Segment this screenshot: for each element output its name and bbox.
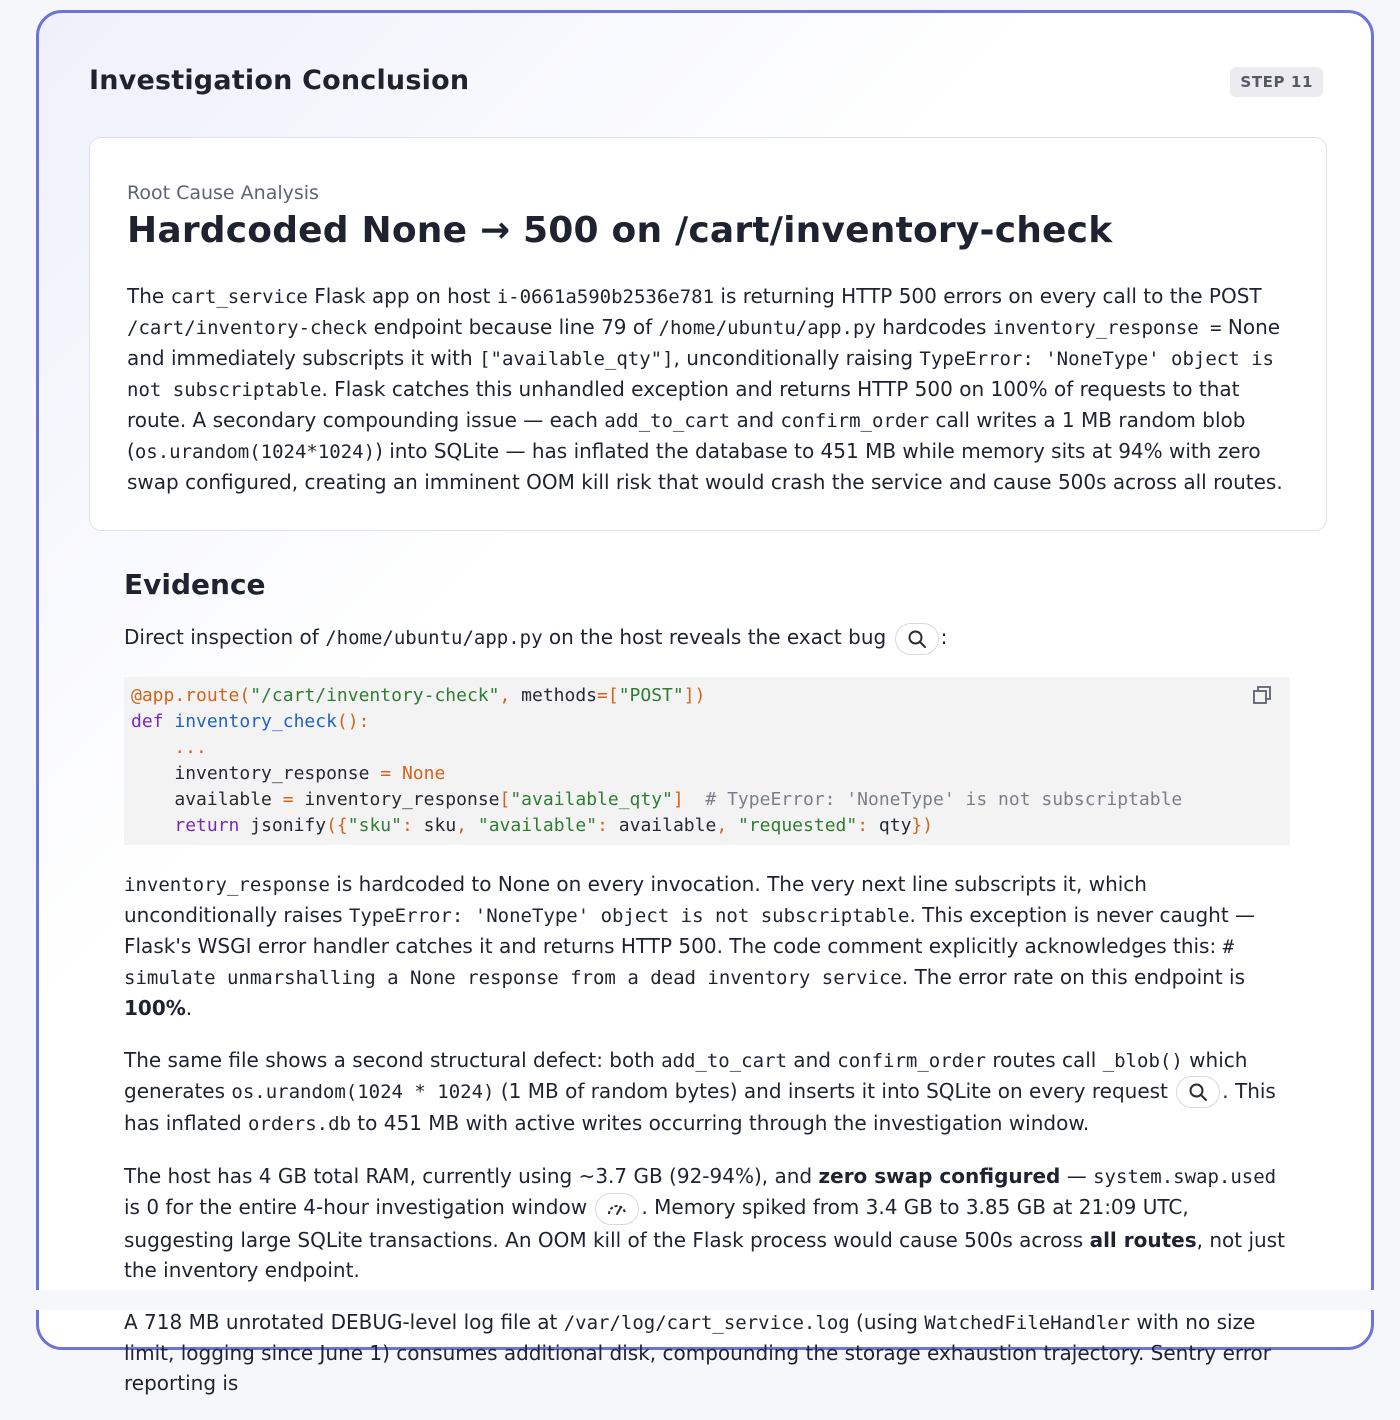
- code-token: qty: [878, 814, 912, 836]
- inline-code: TypeError: 'NoneType' object is not subscriptable: [348, 904, 910, 927]
- copy-icon[interactable]: [1252, 685, 1272, 713]
- text: which generates: [124, 1047, 1248, 1103]
- bold-text: zero swap configured: [818, 1164, 1061, 1188]
- text: hardcodes: [875, 315, 993, 339]
- evidence-paragraph-2: [124, 1045, 1290, 1140]
- code-token: =: [369, 762, 402, 784]
- code-token: [: [499, 788, 511, 810]
- text: is 0 for the entire 4-hour investigation window: [124, 1195, 588, 1219]
- evidence-paragraph-1: [124, 869, 1290, 1023]
- code-token: methods: [521, 684, 598, 706]
- rca-body: [127, 281, 1292, 497]
- text: . The error rate on this endpoint is: [901, 964, 1246, 989]
- text: call writes a 1 MB random blob (: [127, 408, 1246, 463]
- code-token: jsonify: [239, 814, 327, 836]
- code-line-3: ...: [131, 736, 207, 758]
- code-token: :: [857, 814, 879, 836]
- inline-code: ["available_qty"]: [479, 348, 674, 370]
- code-token: :: [401, 814, 424, 836]
- inline-code: add_to_cart: [604, 410, 731, 432]
- text: with no size limit, logging since June 1) consumes additional disk, compounding the storage exhaustion trajectory. Sentry error reporting is: [124, 1309, 1272, 1395]
- text: (1 MB of random bytes) and inserts it into SQLite on every request: [494, 1078, 1168, 1103]
- bold-text: all routes: [1089, 1227, 1197, 1252]
- inline-code: inventory_response: [124, 873, 330, 896]
- code-token: =[: [597, 684, 619, 706]
- inline-code: confirm_order: [780, 410, 930, 432]
- code-token: =: [271, 788, 305, 810]
- text: A 718 MB unrotated DEBUG-level log file at: [124, 1309, 564, 1334]
- text: endpoint because line 79 of: [367, 315, 659, 339]
- code-token: available: [618, 814, 717, 836]
- code-token: ]: [672, 788, 684, 810]
- evidence-paragraph-3: [124, 1161, 1290, 1285]
- code-token: inventory_response: [304, 788, 500, 810]
- inline-code: inventory_response =: [992, 317, 1222, 339]
- code-token: ():: [336, 710, 370, 732]
- inline-code: cart_service: [170, 286, 308, 308]
- text: on the host reveals the exact bug: [542, 625, 887, 649]
- text: routes call: [986, 1047, 1103, 1072]
- code-token: "requested": [738, 814, 858, 836]
- viewport-bottom-edge: [0, 1290, 1400, 1310]
- inline-code: TypeError: 'NoneType' object is not subscriptable: [127, 348, 1274, 401]
- rca-kicker: Root Cause Analysis: [127, 182, 319, 204]
- search-icon: [1188, 1082, 1208, 1102]
- inline-code: os.urandom(1024*1024): [134, 441, 376, 463]
- inline-code: _blob(): [1102, 1049, 1183, 1072]
- text: :: [940, 625, 948, 649]
- text: .: [185, 995, 193, 1020]
- code-token: ,: [456, 814, 478, 836]
- inline-code: /home/ubuntu/app.py: [658, 317, 876, 339]
- text: . Memory spiked from 3.4 GB to 3.85 GB at 21:09 UTC, suggesting large SQLite transactions. An OOM kill of the Flask process would cause 500s across: [124, 1195, 1189, 1252]
- code-token: inventory_check: [174, 710, 337, 732]
- text: —: [1060, 1164, 1094, 1188]
- code-token: inventory_response: [174, 762, 370, 784]
- code-token: "/cart/inventory-check": [250, 684, 500, 706]
- code-token: return: [174, 814, 240, 836]
- code-token: [131, 815, 174, 836]
- text: , unconditionally raising: [673, 346, 920, 370]
- text: Flask app on host: [307, 284, 497, 308]
- rca-title: Hardcoded None → 500 on /cart/inventory-check: [127, 210, 1113, 251]
- code-token: "available_qty": [510, 788, 673, 810]
- text: The same file shows a second structural defect: both: [124, 1047, 662, 1072]
- code-token: "available": [477, 814, 598, 836]
- inline-code: confirm_order: [837, 1049, 987, 1072]
- code-token: available: [174, 788, 272, 810]
- code-comment: # TypeError: 'NoneType' is not subscriptable: [683, 788, 1183, 810]
- code-block: [124, 677, 1290, 845]
- search-evidence-button[interactable]: [895, 623, 939, 655]
- inline-code: /var/log/cart_service.log: [563, 1311, 850, 1334]
- code-token: [131, 789, 174, 810]
- root-cause-box: [89, 137, 1327, 531]
- inline-code: orders.db: [248, 1113, 351, 1135]
- search-icon: [907, 629, 927, 649]
- inline-code: system.swap.used: [1093, 1166, 1277, 1188]
- code-line-4: [131, 761, 1282, 787]
- code-line-6: [131, 813, 1282, 839]
- text: ) into SQLite — has inflated the database to 451 MB while memory sits at 94% with zero swap configured, creating an imminent OOM kill risk that would crash the service and cause 500s across all routes.: [127, 439, 1283, 494]
- inline-code: # simulate unmarshalling a None response from a dead inventory service: [124, 935, 1235, 989]
- text: The: [127, 284, 171, 308]
- code-token: ,: [499, 684, 522, 706]
- code-token: "POST": [618, 684, 684, 706]
- text: (using: [849, 1309, 925, 1334]
- text: None and immediately subscripts it with: [127, 315, 1281, 370]
- code-token: :: [597, 814, 619, 836]
- code-token: "sku": [347, 814, 402, 836]
- code-line-5: [131, 787, 1282, 813]
- text: to 451 MB with active writes occurring through the investigation window.: [350, 1111, 1090, 1135]
- search-evidence-button[interactable]: [1176, 1076, 1220, 1108]
- code-line-2: [131, 709, 1282, 735]
- text: The host has 4 GB total RAM, currently using ~3.7 GB (92-94%), and: [124, 1164, 819, 1188]
- code-token: sku: [423, 814, 457, 836]
- text: . Flask catches this unhandled exception and returns HTTP 500 on 100% of requests to that route. A secondary compounding issue — each: [127, 377, 1240, 432]
- code-token: [131, 763, 174, 784]
- code-line-1: [131, 683, 1282, 709]
- text: is returning HTTP 500 errors on every call to the POST: [714, 284, 1262, 308]
- code-token: None: [401, 762, 446, 784]
- text: , not just the inventory endpoint.: [124, 1227, 1285, 1282]
- evidence-heading: Evidence: [124, 568, 266, 601]
- step-badge: STEP 11: [1230, 67, 1323, 97]
- evidence-paragraph-4: [124, 1307, 1290, 1398]
- code-token: }): [911, 814, 934, 836]
- code-token: ({: [326, 814, 348, 836]
- text: . This exception is never caught — Flask's WSGI error handler catches it and returns HTTP 500. The code comment explicitly acknowledges this:: [124, 902, 1256, 958]
- bold-text: 100%: [124, 995, 186, 1020]
- inline-code: os.urandom(1024 * 1024): [231, 1080, 495, 1103]
- text: is hardcoded to None on every invocation. The very next line subscripts it, which unconditionally raises: [124, 871, 1147, 927]
- inline-code: add_to_cart: [661, 1049, 787, 1072]
- inline-code: /cart/inventory-check: [127, 317, 368, 339]
- text: . This has inflated: [124, 1078, 1276, 1135]
- text: and: [786, 1047, 838, 1072]
- code-token: @app.route(: [131, 684, 251, 706]
- text: Direct inspection of: [124, 625, 326, 649]
- metrics-evidence-button[interactable]: [595, 1193, 639, 1225]
- code-token: ]): [683, 684, 706, 706]
- code-token: ,: [716, 814, 738, 836]
- inline-code: i-0661a590b2536e781: [496, 286, 715, 308]
- gauge-icon: [606, 1199, 628, 1219]
- inline-code: WatchedFileHandler: [924, 1311, 1131, 1334]
- code-token: def: [131, 710, 175, 732]
- inline-code: /home/ubuntu/app.py: [325, 627, 543, 649]
- evidence-intro: [124, 622, 1290, 655]
- page-title: Investigation Conclusion: [89, 65, 470, 96]
- text: and: [730, 408, 781, 432]
